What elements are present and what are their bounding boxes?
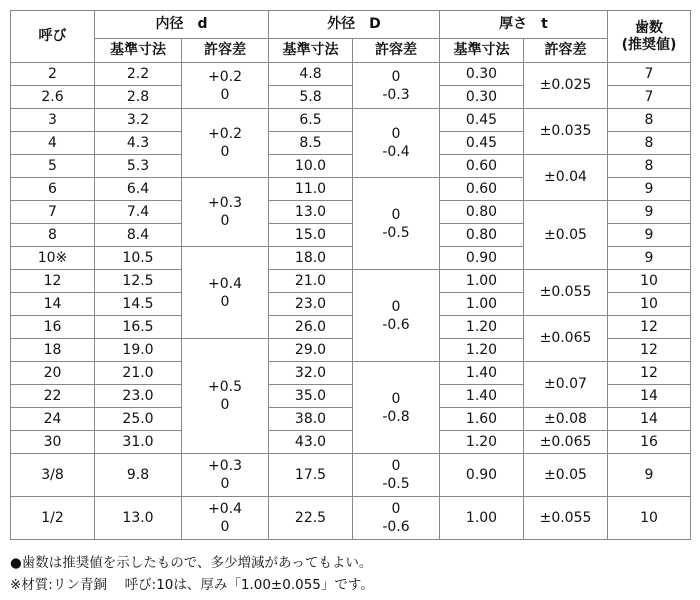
cell-outer-basic: 8.5 [269,132,353,155]
cell-outer-basic: 13.0 [269,201,353,224]
cell-outer-basic: 21.0 [269,270,353,293]
cell-nominal: 2.6 [11,86,95,109]
table-row [11,316,691,339]
header-basic-size: 基準寸法 [440,39,524,63]
cell-inner-basic: 10.5 [95,247,182,270]
tol-lower: 0 [220,144,230,160]
cell-outer-basic: 10.0 [269,155,353,178]
cell-teeth: 8 [608,132,691,155]
cell-thickness-tolerance: ±0.035 [524,109,608,155]
cell-inner-basic: 21.0 [95,362,182,385]
cell-nominal: 3/8 [11,454,95,497]
cell-thickness-basic: 1.00 [440,270,524,293]
header-basic-size: 基準寸法 [95,39,182,63]
cell-inner-basic: 12.5 [95,270,182,293]
cell-thickness-tolerance: ±0.05 [524,454,608,497]
cell-thickness-basic: 0.60 [440,178,524,201]
cell-outer-basic: 15.0 [269,224,353,247]
cell-inner-basic: 31.0 [95,431,182,454]
cell-inner-basic: 23.0 [95,385,182,408]
cell-teeth: 9 [608,247,691,270]
cell-inner-tolerance [182,109,269,178]
cell-outer-basic: 35.0 [269,385,353,408]
cell-inner-basic: 6.4 [95,178,182,201]
header-tolerance: 許容差 [182,39,269,63]
cell-nominal: 3 [11,109,95,132]
header-inner-diameter: 内径 d [95,11,269,39]
tol-upper: 0 [391,68,401,85]
tol-upper: 0 [391,390,401,407]
cell-teeth: 12 [608,362,691,385]
tol-lower: 0 [220,293,230,310]
table-row [11,497,691,540]
cell-thickness-basic: 0.60 [440,155,524,178]
cell-inner-basic: 7.4 [95,201,182,224]
cell-inner-basic: 8.4 [95,224,182,247]
tol-lower: -0.5 [382,476,410,492]
cell-thickness-tolerance: ±0.05 [524,201,608,270]
cell-inner-tolerance [182,247,269,339]
cell-outer-tolerance [353,362,440,454]
cell-thickness-basic: 1.40 [440,385,524,408]
cell-teeth: 8 [608,109,691,132]
cell-thickness-basic: 1.40 [440,362,524,385]
cell-nominal: 14 [11,293,95,316]
cell-nominal: 16 [11,316,95,339]
cell-teeth: 14 [608,408,691,431]
cell-nominal: 20 [11,362,95,385]
cell-inner-basic: 13.0 [95,497,182,540]
cell-nominal: 30 [11,431,95,454]
tol-lower: 0 [220,476,230,492]
cell-inner-tolerance [182,339,269,454]
table-row [11,109,691,132]
cell-outer-basic: 29.0 [269,339,353,362]
cell-teeth: 10 [608,497,691,540]
cell-teeth: 12 [608,316,691,339]
table-row [11,362,691,385]
cell-outer-basic: 43.0 [269,431,353,454]
cell-thickness-basic: 0.45 [440,109,524,132]
cell-outer-tolerance [353,63,440,109]
cell-outer-basic: 5.8 [269,86,353,109]
cell-nominal: 18 [11,339,95,362]
cell-teeth: 8 [608,155,691,178]
cell-teeth: 10 [608,293,691,316]
cell-thickness-tolerance: ±0.025 [524,63,608,109]
cell-inner-basic: 4.3 [95,132,182,155]
cell-thickness-basic: 0.30 [440,63,524,86]
table-row [11,155,691,178]
cell-outer-tolerance [353,109,440,178]
spec-table-container [10,10,690,540]
tol-lower: -0.4 [382,144,410,160]
cell-teeth: 10 [608,270,691,293]
tol-lower: 0 [220,86,230,103]
cell-thickness-basic: 0.80 [440,224,524,247]
tol-upper: +0.5 [208,379,242,395]
cell-inner-basic: 16.5 [95,316,182,339]
cell-teeth: 9 [608,454,691,497]
cell-thickness-basic: 1.00 [440,497,524,540]
footnotes [10,552,690,596]
cell-thickness-tolerance: ±0.07 [524,362,608,408]
cell-thickness-basic: 0.90 [440,454,524,497]
cell-inner-basic: 5.3 [95,155,182,178]
cell-outer-basic: 26.0 [269,316,353,339]
cell-teeth: 7 [608,63,691,86]
cell-outer-basic: 11.0 [269,178,353,201]
cell-nominal: 5 [11,155,95,178]
tol-upper: 0 [391,206,401,223]
tol-lower: -0.6 [382,519,410,535]
header-thickness: 厚さ t [440,11,608,39]
tol-upper: +0.2 [208,68,242,85]
cell-teeth: 14 [608,385,691,408]
tol-lower: 0 [220,397,230,413]
cell-outer-tolerance [353,178,440,270]
cell-inner-basic: 14.5 [95,293,182,316]
cell-inner-basic: 2.8 [95,86,182,109]
cell-nominal: 7 [11,201,95,224]
tol-upper: 0 [391,458,401,474]
cell-inner-basic: 19.0 [95,339,182,362]
cell-nominal: 12 [11,270,95,293]
footnote-material: ※材質:リン青銅 呼び:10は、厚み「1.00±0.055」です。 [10,577,374,593]
cell-nominal: 4 [11,132,95,155]
cell-thickness-basic: 0.45 [440,132,524,155]
tol-lower: 0 [220,213,230,229]
table-row [11,408,691,431]
cell-outer-basic: 17.5 [269,454,353,497]
cell-inner-tolerance [182,63,269,109]
header-basic-size: 基準寸法 [269,39,353,63]
tol-lower: 0 [220,519,230,535]
cell-thickness-basic: 1.00 [440,293,524,316]
cell-thickness-basic: 0.80 [440,201,524,224]
cell-outer-basic: 6.5 [269,109,353,132]
cell-inner-basic: 25.0 [95,408,182,431]
cell-thickness-basic: 1.20 [440,316,524,339]
table-row [11,431,691,454]
tol-upper: +0.4 [208,501,242,517]
cell-nominal: 24 [11,408,95,431]
cell-outer-basic: 23.0 [269,293,353,316]
cell-teeth: 9 [608,178,691,201]
cell-thickness-tolerance: ±0.04 [524,155,608,201]
tol-upper: +0.4 [208,275,242,292]
cell-thickness-tolerance: ±0.08 [524,408,608,431]
cell-teeth: 7 [608,86,691,109]
cell-teeth: 9 [608,224,691,247]
header-teeth-line2: (推奨値) [621,36,677,53]
cell-nominal: 6 [11,178,95,201]
cell-thickness-basic: 1.60 [440,408,524,431]
cell-outer-basic: 38.0 [269,408,353,431]
cell-outer-tolerance [353,270,440,362]
cell-nominal: 2 [11,63,95,86]
cell-thickness-tolerance: ±0.065 [524,431,608,454]
cell-inner-tolerance [182,454,269,497]
cell-inner-basic: 9.8 [95,454,182,497]
table-row [11,270,691,293]
cell-outer-basic: 32.0 [269,362,353,385]
tol-upper: +0.3 [208,195,242,211]
tol-upper: 0 [391,126,401,142]
tol-upper: +0.3 [208,458,242,474]
header-nominal: 呼び [11,11,95,63]
tol-upper: +0.2 [208,126,242,142]
cell-thickness-basic: 0.90 [440,247,524,270]
tol-lower: -0.6 [382,316,410,333]
table-row [11,201,691,224]
spec-table [10,10,691,540]
header-teeth [608,11,691,63]
cell-nominal: 10※ [11,247,95,270]
tol-upper: 0 [391,501,401,517]
cell-thickness-basic: 1.20 [440,431,524,454]
tol-lower: -0.5 [382,224,410,241]
cell-outer-tolerance [353,497,440,540]
cell-outer-basic: 22.5 [269,497,353,540]
cell-thickness-tolerance: ±0.065 [524,316,608,362]
header-outer-diameter: 外径 D [269,11,440,39]
cell-teeth: 9 [608,201,691,224]
cell-nominal: 8 [11,224,95,247]
table-row [11,63,691,86]
cell-thickness-tolerance: ±0.055 [524,270,608,316]
tol-lower: -0.3 [382,86,410,103]
cell-outer-basic: 18.0 [269,247,353,270]
cell-inner-basic: 2.2 [95,63,182,86]
cell-thickness-basic: 0.30 [440,86,524,109]
cell-outer-tolerance [353,454,440,497]
cell-inner-tolerance [182,178,269,247]
cell-teeth: 12 [608,339,691,362]
cell-thickness-tolerance: ±0.055 [524,497,608,540]
cell-thickness-basic: 1.20 [440,339,524,362]
header-tolerance: 許容差 [353,39,440,63]
table-row [11,454,691,497]
cell-outer-basic: 4.8 [269,63,353,86]
footnote-teeth: ●歯数は推奨値を示したもので、多少増減があってもよい。 [10,555,373,571]
tol-upper: 0 [391,298,401,315]
cell-inner-tolerance [182,497,269,540]
tol-lower: -0.8 [382,408,410,425]
cell-inner-basic: 3.2 [95,109,182,132]
header-tolerance: 許容差 [524,39,608,63]
header-teeth-line1: 歯数 [635,19,664,36]
cell-teeth: 16 [608,431,691,454]
cell-nominal: 1/2 [11,497,95,540]
cell-nominal: 22 [11,385,95,408]
